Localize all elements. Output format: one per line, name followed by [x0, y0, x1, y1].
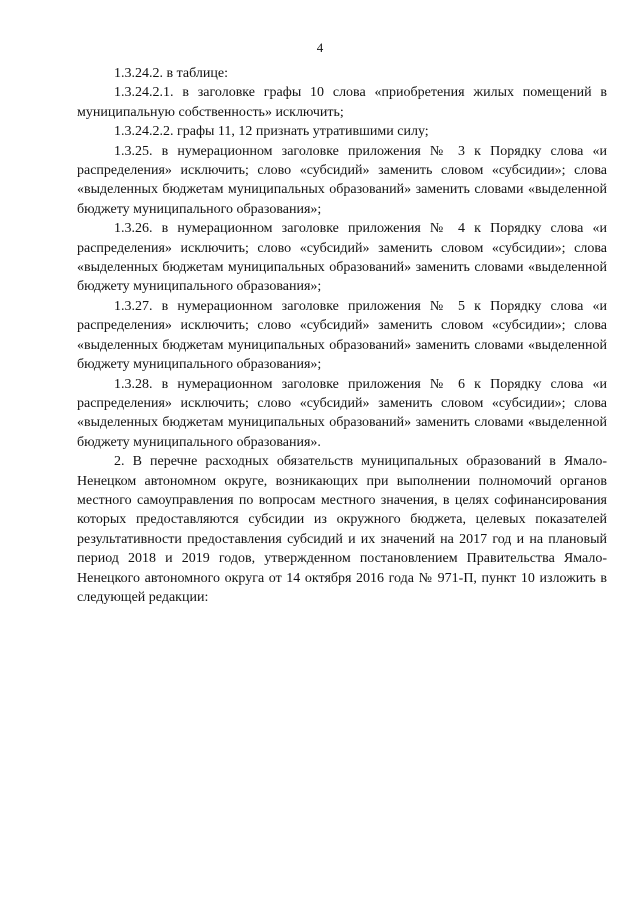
document-body [77, 64, 607, 607]
paragraph-1-3-28: 1.3.28. в нумерационном заголовке приложения № 6 к Порядку слова «и распределения» исключить; слово «субсидий» заменить словом «субсидии»; слова «выделенных бюджетам муниципальных образований» заменить словами «выделенной бюджету муниципального образования». [77, 376, 607, 450]
paragraph-2: 2. В перечне расходных обязательств муниципальных образований в Ямало-Ненецком автономном округе, возникающих при выполнении полномочий органов местного самоуправления по вопросам местного значения, в целях софинансирования которых предоставляются субсидии из окружного бюджета, целевых показателей результативности предоставления субсидий и их значений на 2017 год и на плановый период 2018 и 2019 годов, утвержденном постановлением Правительства Ямало-Ненецкого автономного округа от 14 октября 2016 года № 971-П, пункт 10 изложить в следующей редакции: [77, 454, 607, 605]
paragraph-1-3-26: 1.3.26. в нумерационном заголовке приложения № 4 к Порядку слова «и распределения» исключить; слово «субсидий» заменить словом «субсидии»; слова «выделенных бюджетам муниципальных образований» заменить словами «выделенной бюджету муниципального образования»; [77, 221, 607, 295]
paragraph-1-3-24-2: 1.3.24.2. в таблице: [114, 66, 228, 81]
paragraph-1-3-27: 1.3.27. в нумерационном заголовке приложения № 5 к Порядку слова «и распределения» исключить; слово «субсидий» заменить словом «субсидии»; слова «выделенных бюджетам муниципальных образований» заменить словами «выделенной бюджету муниципального образования»; [77, 298, 607, 373]
paragraph-1-3-24-2-2: 1.3.24.2.2. графы 11, 12 признать утратившими силу; [114, 124, 429, 140]
paragraph-1-3-24-2-1: 1.3.24.2.1. в заголовке графы 10 слова «приобретения жилых помещений в муниципальную собственность» исключить; [77, 85, 607, 120]
page-number: 4 [316, 40, 324, 55]
paragraph-1-3-25: 1.3.25. в нумерационном заголовке приложения № 3 к Порядку слова «и распределения» исключить; слово «субсидий» заменить словом «субсидии»; слова «выделенных бюджетам муниципальных образований» заменить словами «выделенной бюджету муниципального образования»; [77, 143, 607, 217]
